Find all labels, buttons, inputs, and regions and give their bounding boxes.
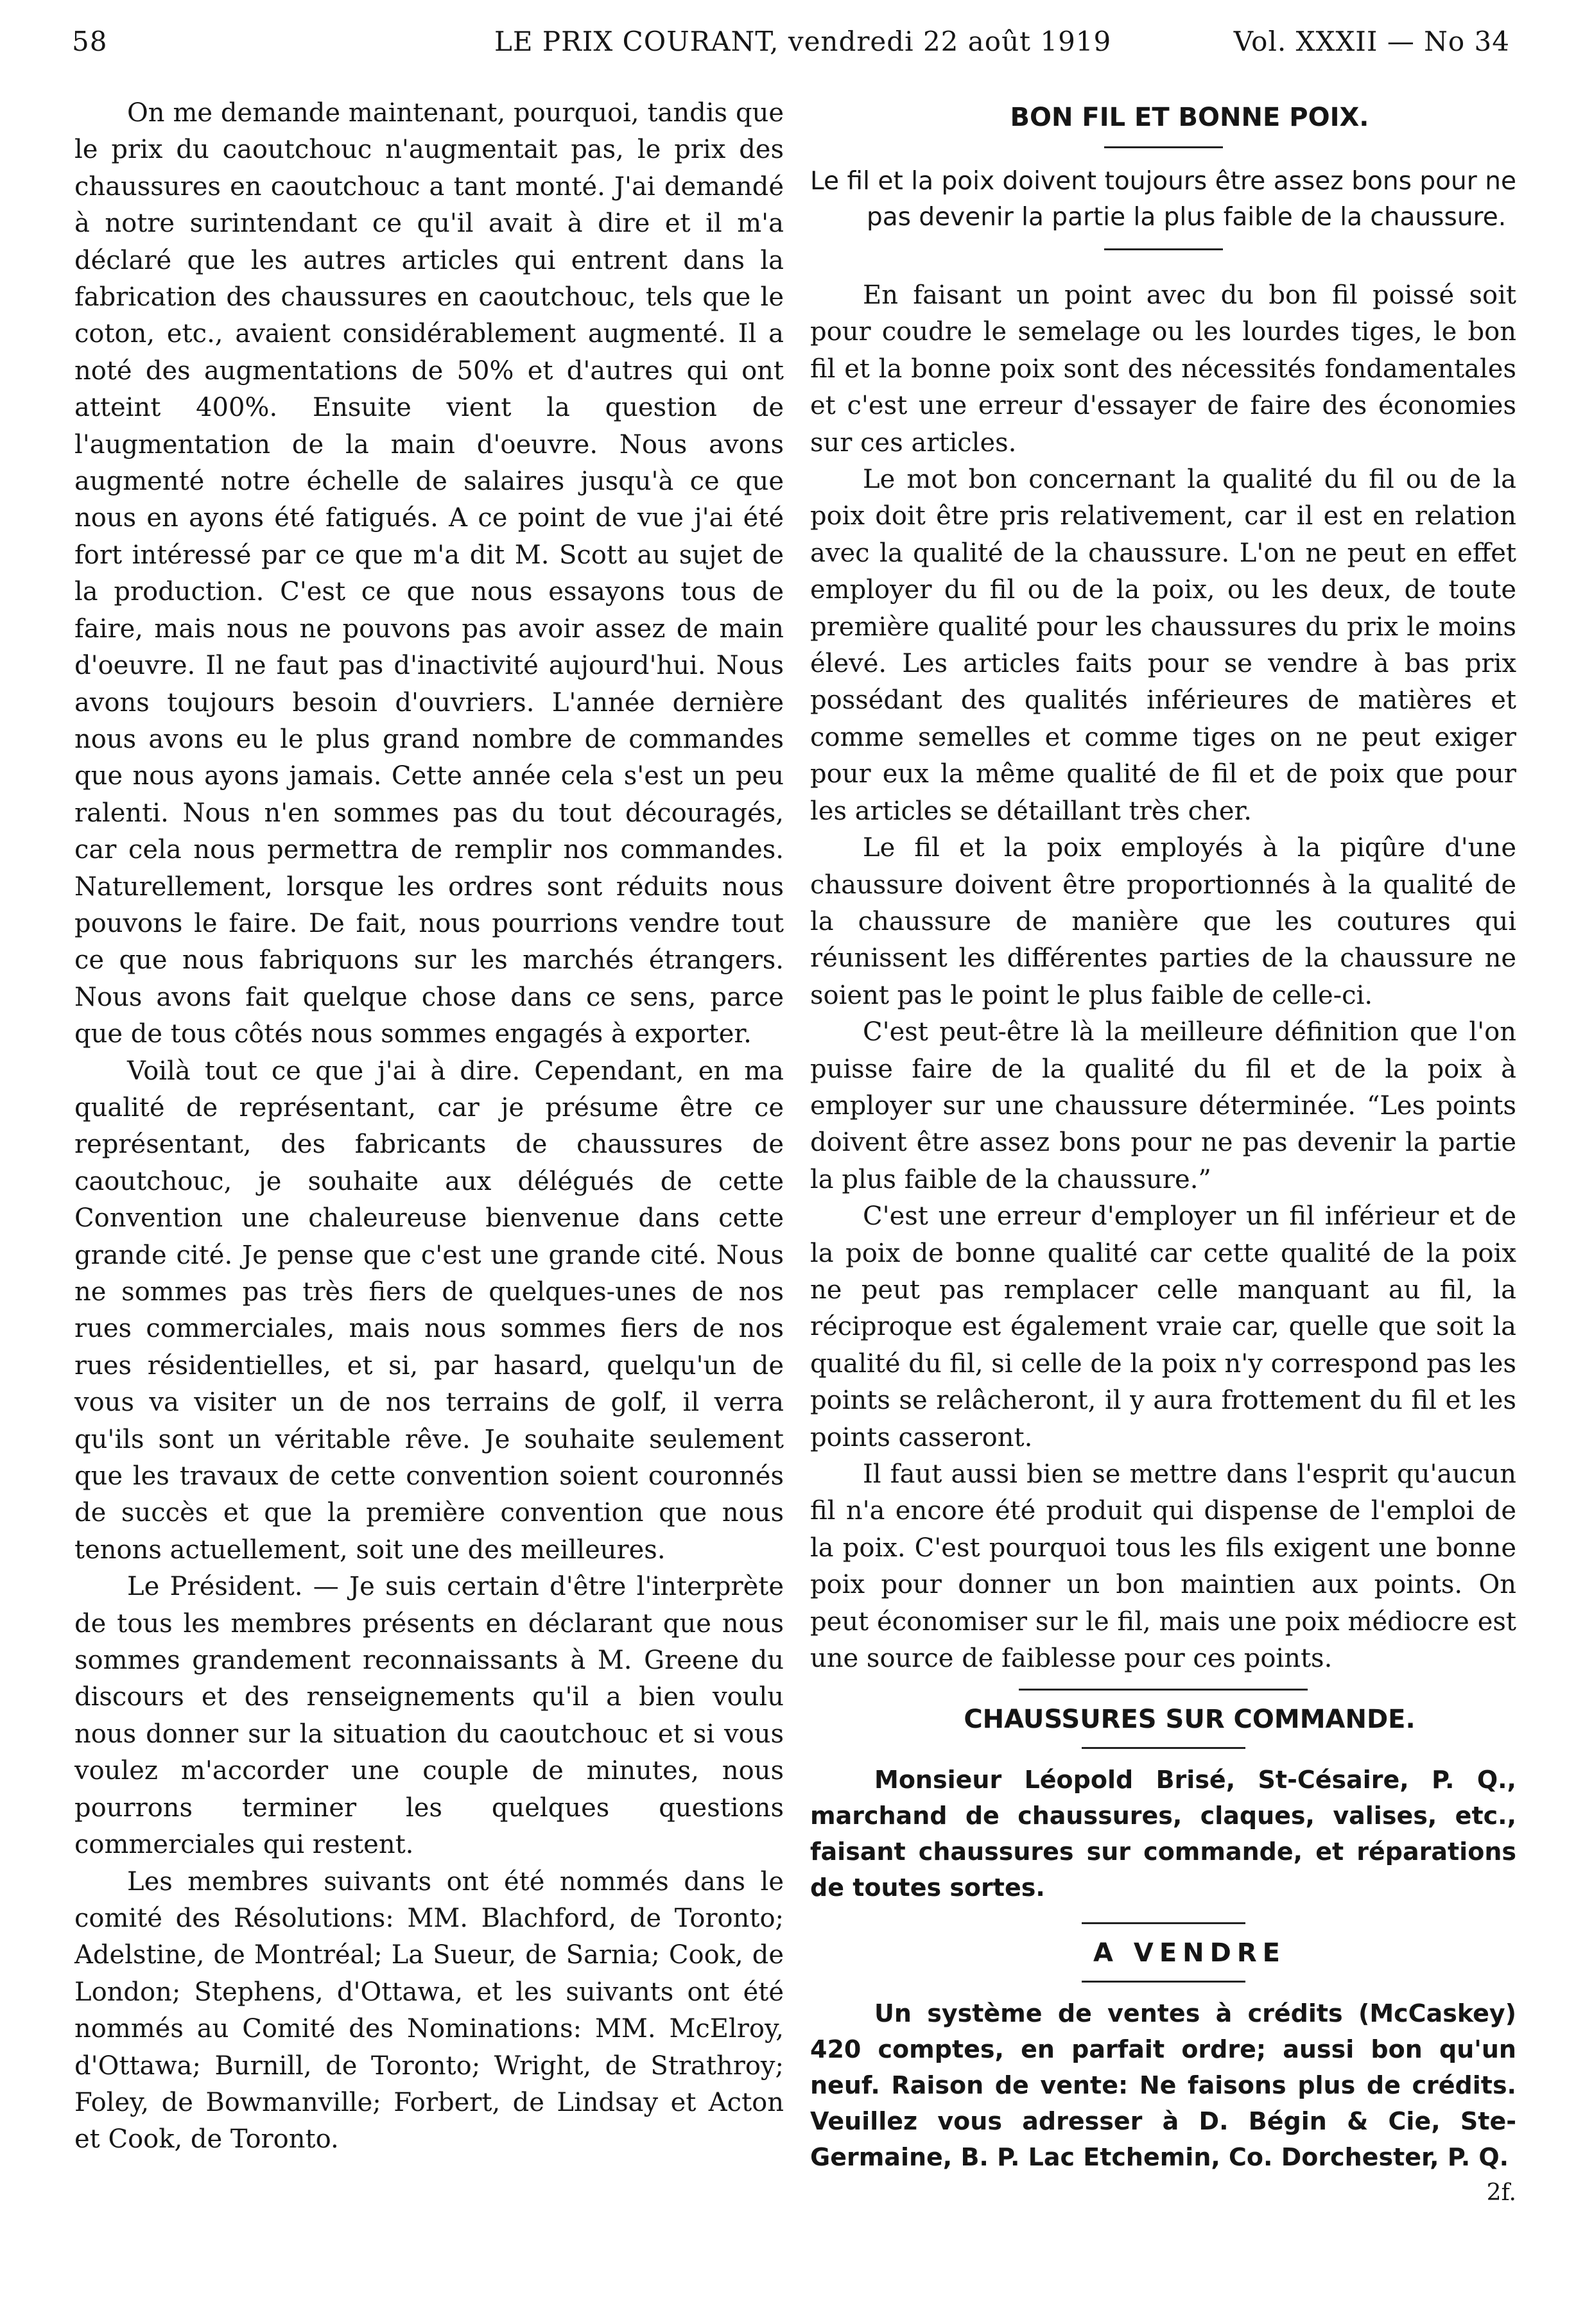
ad-vendre-body: Un système de ventes à crédits (McCaskey) 420 comptes, en parfait ordre; aussi bon qu'un neuf. Raison de vente: Ne faisons plus de crédits. Veuillez vous adresser à D. Bégin & Cie, Ste-Germaine, B. P. Lac Etchemin, Co. Dorchester, P. Q. — [810, 1999, 1516, 2172]
ad-commande-text: Monsieur Léopold Brisé, St-Césaire, P. Q., marchand de chaussures, claques, valises, etc., faisant chaussures sur commande, et réparations de toutes sortes. — [810, 1766, 1516, 1902]
divider — [1082, 1981, 1245, 1983]
page-number: 58 — [72, 26, 108, 57]
speech-paragraph: Voilà tout ce que j'ai à dire. Cependant, en ma qualité de représentant, car je présume être ce représentant, des fabricants de chaussures de caoutchouc, je souhaite aux délégués de cette Convention une chaleureuse bienvenue dans cette grande cité. Je pense que c'est une grande cité. Nous ne sommes pas très fiers de quelques-unes de nos rues commerciales, mais nous sommes fiers de nos rues résidentielles, et si, par hasard, quelqu'un de vous va visiter un de nos terrains de golf, il verra qu'ils sont un véritable rêve. Je souhaite seulement que les travaux de cette convention soient couronnés de succès et que la première convention que nous tenons actuellement, soit une des meilleures. — [74, 1056, 784, 1565]
divider — [1082, 1747, 1245, 1749]
volume-number: Vol. XXXII — No 34 — [1233, 26, 1510, 57]
president-paragraph: Le Président. — Je suis certain d'être l'interprète de tous les membres présents en déclarant que nous sommes grandement reconnaissants à M. Greene du discours et des renseignements qu'il a bien voulu nous donner sur la situation du caoutchouc et si vous voulez m'accorder une couple de minutes, nous pourrons terminer les quelques questions commerciales qui restent. — [74, 1572, 784, 1860]
article-paragraph: Le mot bon concernant la qualité du fil ou de la poix doit être pris relativement, car il est en relation avec la qualité de la chaussure. L'on ne peut en effet employer du fil ou de la poix, ou les deux, de toute première qualité pour les chaussures du prix le moins élevé. Les articles faits pour se vendre à bas prix possédant des qualités inférieures de matières et comme semelles et comme tiges on ne peut exiger pour eux la même qualité de fil et de poix que pour les articles se détaillant très cher. — [810, 465, 1516, 826]
ad-commande-title: CHAUSSURES SUR COMMANDE. — [964, 1705, 1416, 1735]
article-paragraph: C'est une erreur d'employer un fil inférieur et de la poix de bonne qualité car cette qualité de la poix ne peut pas remplacer celle manquant au fil, la réciproque est également vraie car, quelle que soit la qualité du fil, si celle de la poix n'y correspond pas les points se relâcheront, il y aura frottement du fil et les points casseront. — [810, 1201, 1516, 1452]
divider — [1019, 1689, 1308, 1691]
article-lead: Le fil et la poix doivent toujours être assez bons pour ne pas devenir la partie la plus faible de la chaussure. — [810, 167, 1516, 232]
article-paragraph: Il faut aussi bien se mettre dans l'esprit qu'aucun fil n'a encore été produit qui dispense de l'emploi de la poix. C'est pourquoi tous les fils exigent une bonne poix pour donner un bon maintien aux points. On peut économiser sur le fil, mais une poix médiocre est une source de faiblesse pour ces points. — [810, 1459, 1516, 1674]
divider — [1104, 146, 1223, 148]
ad-vendre-title: A VENDRE — [1093, 1938, 1286, 1968]
ad-vendre-text — [810, 1995, 1516, 2207]
divider — [1082, 1922, 1245, 1924]
left-column — [74, 95, 784, 2158]
divider — [1104, 248, 1223, 250]
article-paragraph: Le fil et la poix employés à la piqûre d'une chaussure doivent être proportionnés à la qualité de la chaussure de manière que les coutures qui réunissent les différentes parties de la chaussure ne soient pas le point le plus faible de celle-ci. — [810, 833, 1516, 1010]
article-title: BON FIL ET BONNE POIX. — [1010, 103, 1369, 132]
ad-code: 2f. — [1486, 2180, 1516, 2207]
committee-paragraph: Les membres suivants ont été nommés dans le comité des Résolutions: MM. Blachford, de Toronto; Adelstine, de Montréal; La Sueur, de Sarnia; Cook, de London; Stephens, d'Ottawa, et les suivants ont été nommés au Comité des Nominations: MM. McElroy, d'Ottawa; Burnill, de Toronto; Wright, de Strathroy; Foley, de Bowmanville; Forbert, de Lindsay et Acton et Cook, de Toronto. — [74, 1866, 784, 2155]
article-paragraph: En faisant un point avec du bon fil poissé soit pour coudre le semelage ou les lourdes tiges, le bon fil et la bonne poix sont des nécessités fondamentales et c'est une erreur d'essayer de faire des économies sur ces articles. — [810, 280, 1516, 458]
article-paragraph: C'est peut-être là la meilleure définition que l'on puisse faire de la qualité du fil et de la poix à employer sur une chaussure déterminée. “Les points doivent être assez bons pour ne pas devenir la partie la plus faible de la chaussure.” — [810, 1017, 1516, 1194]
page-header — [72, 26, 1510, 71]
publication-title: LE PRIX COURANT, vendredi 22 août 1919 — [494, 26, 1112, 57]
speech-paragraph: On me demande maintenant, pourquoi, tandis que le prix du caoutchouc n'augmentait pas, le prix des chaussures en caoutchouc a tant monté. J'ai demandé à notre surintendant ce qu'il avait à dire et il m'a déclaré que les autres articles qui entrent dans la fabrication des chaussures en caoutchouc, tels que le coton, etc., avaient considérablement augmenté. Il a noté des augmentations de 50% et d'autres qui ont atteint 400%. Ensuite vient la question de l'augmentation de la main d'oeuvre. Nous avons augmenté notre échelle de salaires jusqu'à ce que nous en ayons été fatigués. A ce point de vue j'ai été fort intéressé par ce que m'a dit M. Scott au sujet de la production. C'est ce que nous essayons tous de faire, mais nous ne pouvons pas avoir assez de main d'oeuvre. Il ne faut pas d'inactivité aujourd'hui. Nous avons toujours besoin d'ouvriers. L'année dernière nous avons eu le plus grand nombre de commandes que nous ayons jamais. Cette année cela s'est un peu ralenti. Nous n'en sommes pas du tout découragés, car cela nous permettra de remplir nos commandes. Naturellement, lorsque les ordres sont réduits nous pouvons le faire. De fait, nous pourrions vendre tout ce que nous fabriquons sur les marchés étrangers. Nous avons fait quelque chose dans ce sens, parce que de tous côtés nous sommes engagés à exporter. — [74, 98, 784, 1049]
right-column — [810, 95, 1516, 2211]
